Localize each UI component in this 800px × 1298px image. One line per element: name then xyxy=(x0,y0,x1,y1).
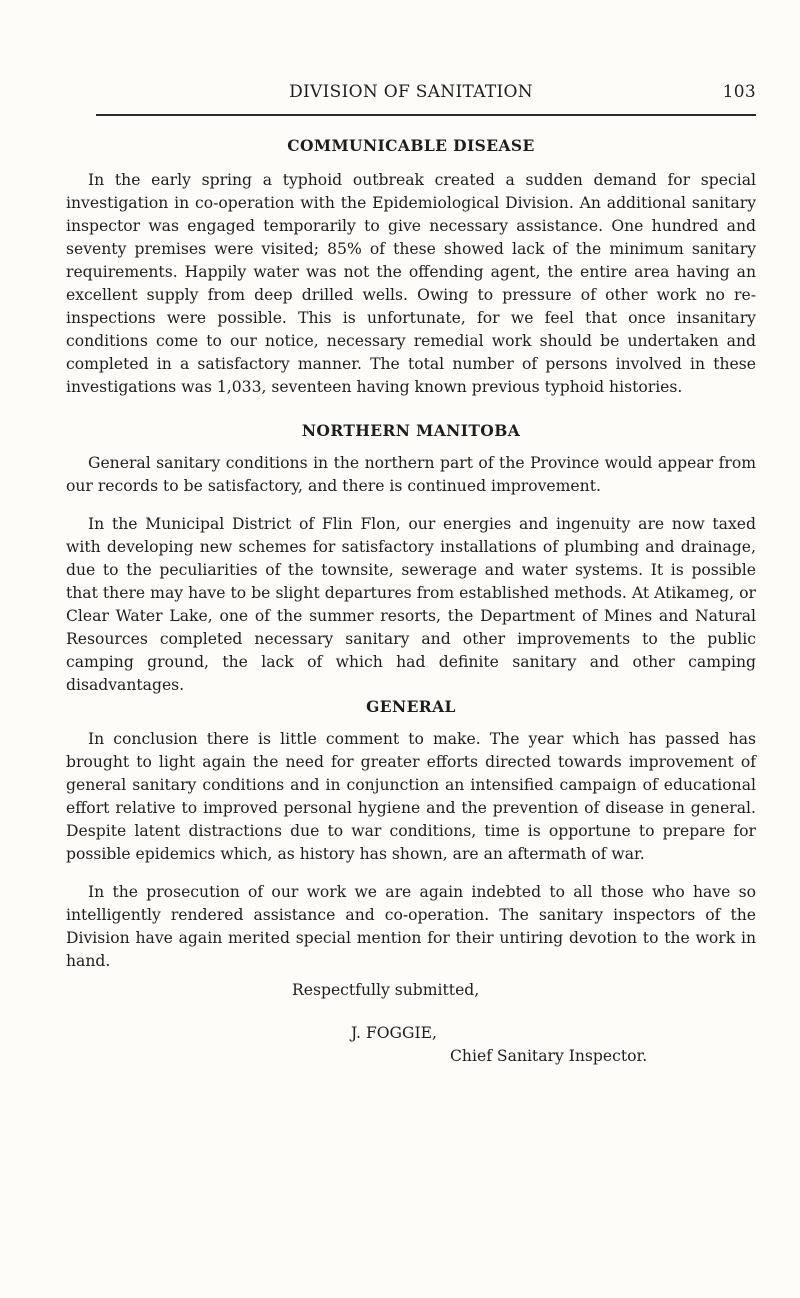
running-title: DIVISION OF SANITATION xyxy=(289,82,533,102)
document-page xyxy=(66,82,756,1068)
signatory-name: J. FOGGIE, xyxy=(351,1024,437,1042)
paragraph-northern-conditions: General sanitary conditions in the northern part of the Province would appear from our records to be satisfactory, and there is continued improvement. xyxy=(66,454,756,495)
section-heading-general: GENERAL xyxy=(366,697,456,716)
page-number: 103 xyxy=(722,82,756,102)
section-heading-communicable-disease: COMMUNICABLE DISEASE xyxy=(287,136,535,155)
closing-salutation: Respectfully submitted, xyxy=(292,981,480,999)
paragraph-conclusion: In conclusion there is little comment to make. The year which has passed has brought to light again the need for greater efforts directed towards improvement of general sanitary conditions and in conjunction an intensified campaign of educational effort relative to improved personal hygiene and the prevention of disease in general. Despite latent distractions due to war conditions, time is opportune to prepare for possible epidemics which, as history has shown, are an aftermath of war. xyxy=(66,730,756,863)
section-heading-northern-manitoba: NORTHERN MANITOBA xyxy=(301,421,521,440)
paragraph-communicable-disease: In the early spring a typhoid outbreak created a sudden demand for special investigation in co-operation with the Epidemiological Division. An additional sanitary inspector was engaged temporarily to give necessary assistance. One hundred and seventy premises were visited; 85% of these showed lack of the minimum sanitary requirements. Happily water was not the offending agent, the entire area having an excellent supply from deep drilled wells. Owing to pressure of other work no re-inspections were possible. This is unfortunate, for we feel that once insanitary conditions come to our notice, necessary remedial work should be undertaken and completed in a satisfactory manner. The total number of persons involved in these investigations was 1,033, seventeen having known previous typhoid histories. xyxy=(66,171,756,396)
running-header xyxy=(66,82,756,108)
paragraph-flin-flon: In the Municipal District of Flin Flon, our energies and ingenuity are now taxed with developing new schemes for satisfactory installations of plumbing and drainage, due to the peculiarities of the townsite, sewerage and water systems. It is possible that there may have to be slight departures from established methods. At Atikameg, or Clear Water Lake, one of the summer resorts, the Department of Mines and Natural Resources completed necessary sanitary and other improvements to the public camping ground, the lack of which had definite sanitary and other camping disadvantages. xyxy=(66,515,756,694)
header-rule xyxy=(96,114,756,116)
signatory-title: Chief Sanitary Inspector. xyxy=(450,1047,648,1065)
paragraph-acknowledgement: In the prosecution of our work we are again indebted to all those who have so intelligently rendered assistance and co-operation. The sanitary inspectors of the Division have again merited special mention for their untiring devotion to the work in hand. xyxy=(66,883,756,970)
